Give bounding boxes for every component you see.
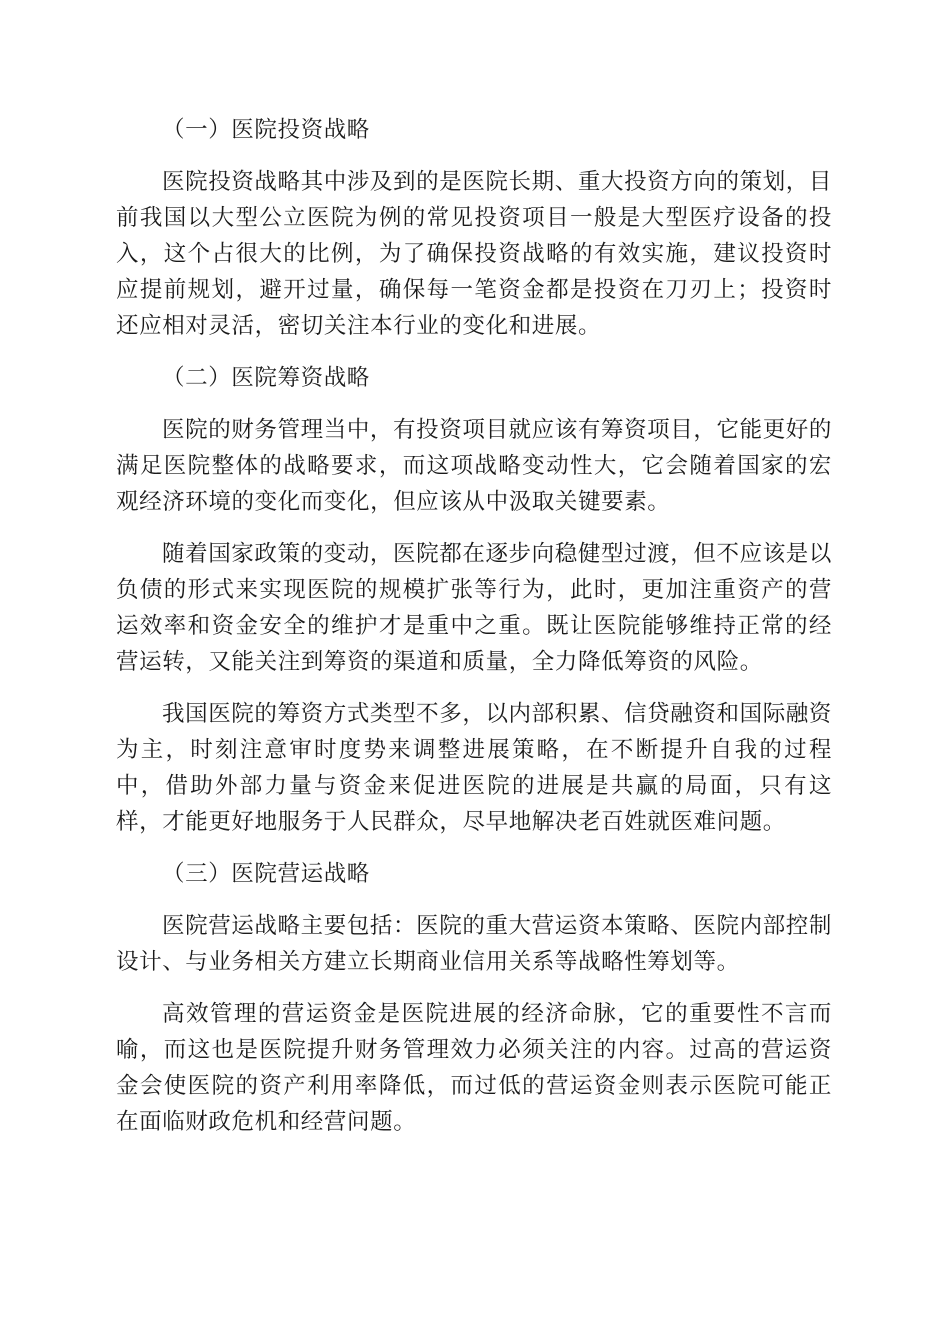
paragraph: 医院的财务管理当中，有投资项目就应该有筹资项目，它能更好的满足医院整体的战略要求，而这项战略变动性大，它会随着国家的宏观经济环境的变化而变化，但应该从中汲取关键要素。 [116,417,832,515]
document-page [116,112,832,1156]
paragraph: 随着国家政策的变动，医院都在逐步向稳健型过渡，但不应该是以负债的形式来实现医院的规模扩张等行为，此时，更加注重资产的营运效率和资金安全的维护才是重中之重。既让医院能够维持正常的经营运转，又能关注到筹资的渠道和质量，全力降低筹资的风险。 [116,541,832,675]
section-heading-operations: （三）医院营运战略 [162,861,370,887]
paragraph: 高效管理的营运资金是医院进展的经济命脉，它的重要性不言而喻，而这也是医院提升财务管理效力必须关注的内容。过高的营运资金会使医院的资产利用率降低，而过低的营运资金则表示医院可能正在面临财政危机和经营问题。 [116,1001,832,1135]
paragraph: 我国医院的筹资方式类型不多，以内部积累、信贷融资和国际融资为主，时刻注意审时度势来调整进展策略，在不断提升自我的过程中，借助外部力量与资金来促进医院的进展是共赢的局面，只有这样，才能更好地服务于人民群众，尽早地解决老百姓就医难问题。 [116,701,832,835]
paragraph: 医院投资战略其中涉及到的是医院长期、重大投资方向的策划，目前我国以大型公立医院为例的常见投资项目一般是大型医疗设备的投入，这个占很大的比例，为了确保投资战略的有效实施，建议投资时应提前规划，避开过量，确保每一笔资金都是投资在刀刃上；投资时还应相对灵活，密切关注本行业的变化和进展。 [116,169,832,339]
paragraph: 医院营运战略主要包括：医院的重大营运资本策略、医院内部控制设计、与业务相关方建立长期商业信用关系等战略性筹划等。 [116,913,832,975]
section-heading-investment: （一）医院投资战略 [162,117,370,143]
section-heading-financing: （二）医院筹资战略 [162,365,370,391]
